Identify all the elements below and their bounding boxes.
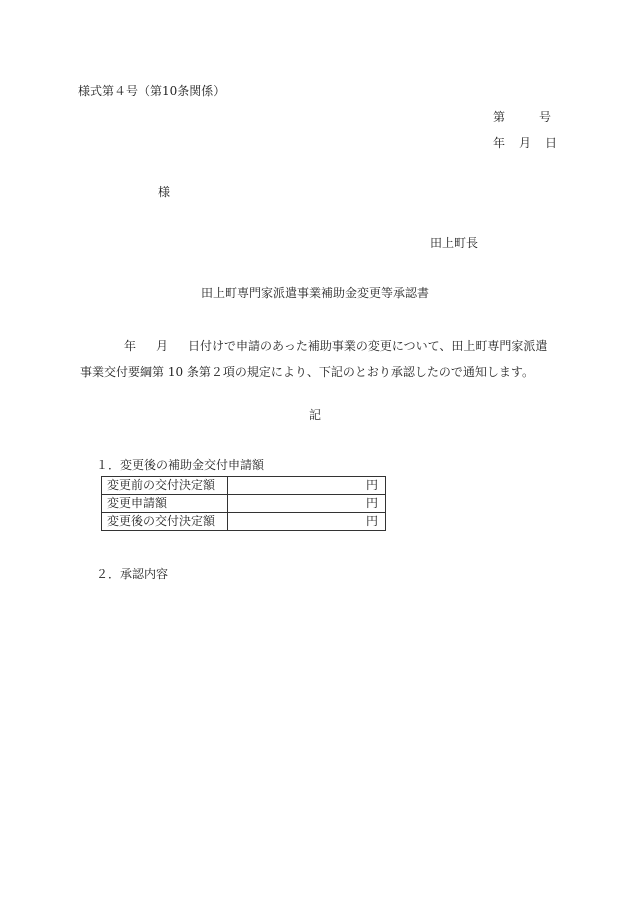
body-month-label: 月 xyxy=(156,339,169,353)
table-row xyxy=(102,513,386,531)
doc-number-prefix: 第 xyxy=(493,110,506,124)
row-unit: 円 xyxy=(228,495,386,513)
document-title: 田上町専門家派遣事業補助金変更等承認書 xyxy=(200,286,429,300)
sender-name: 田上町長 xyxy=(430,236,479,250)
body-year-label: 年 xyxy=(124,339,137,353)
addressee-honorific: 様 xyxy=(158,185,171,199)
document-date xyxy=(493,136,557,150)
section1-heading: １．変更後の補助金交付申請額 xyxy=(96,458,265,472)
body-text xyxy=(80,333,552,385)
body-line2: 事業交付要綱第 10 条第２項の規定により、下記のとおり承認したので通知します。 xyxy=(80,365,534,379)
ki-heading: 記 xyxy=(308,408,321,422)
form-number: 様式第４号（第10条関係） xyxy=(78,84,226,98)
date-day: 日 xyxy=(545,136,558,150)
date-month: 月 xyxy=(519,136,532,150)
row-label: 変更前の交付決定額 xyxy=(102,477,228,495)
row-unit: 円 xyxy=(228,513,386,531)
section2-heading: ２．承認内容 xyxy=(96,567,169,581)
date-year: 年 xyxy=(493,136,506,150)
table-row xyxy=(102,495,386,513)
table-row xyxy=(102,477,386,495)
row-label: 変更申請額 xyxy=(102,495,228,513)
row-label: 変更後の交付決定額 xyxy=(102,513,228,531)
doc-number-suffix: 号 xyxy=(539,110,552,124)
document-number xyxy=(493,110,551,124)
row-unit: 円 xyxy=(228,477,386,495)
body-line1-rest: 日付けで申請のあった補助事業の変更について、田上町専門家派遣 xyxy=(188,339,548,353)
amount-table xyxy=(101,476,386,531)
